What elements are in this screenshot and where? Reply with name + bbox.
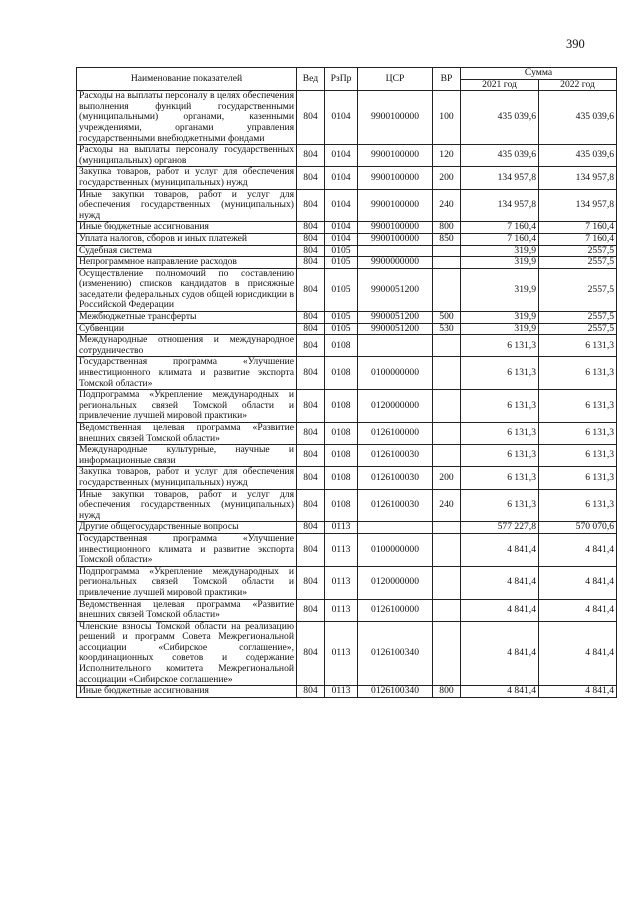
- row-csr: 0120000000: [358, 566, 433, 599]
- table-body: [77, 91, 617, 698]
- row-name: Закупка товаров, работ и услуг для обеспечения государственных (муниципальных) нужд: [77, 167, 297, 189]
- row-2022: 435 039,6: [539, 91, 617, 145]
- row-vr: 240: [433, 189, 461, 222]
- table-row: [77, 167, 617, 189]
- row-2021: 6 131,3: [461, 445, 539, 467]
- row-rzpr: 0105: [325, 323, 358, 335]
- row-csr: 0126100030: [358, 445, 433, 467]
- row-csr: 9900051200: [358, 323, 433, 335]
- row-name: Межбюджетные трансферты: [77, 312, 297, 324]
- page-number: 390: [566, 37, 585, 51]
- row-2021: 435 039,6: [461, 145, 539, 167]
- row-2021: 319,9: [461, 245, 539, 257]
- row-2022: 6 131,3: [539, 467, 617, 489]
- table-row: [77, 257, 617, 269]
- row-2022: 4 841,4: [539, 533, 617, 566]
- row-name: Иные закупки товаров, работ и услуг для обеспечения государственных (муниципальных) нужд: [77, 489, 297, 522]
- row-rzpr: 0113: [325, 522, 358, 534]
- row-vr: [433, 245, 461, 257]
- table-row: [77, 522, 617, 534]
- row-vr: 100: [433, 91, 461, 145]
- table-row: [77, 489, 617, 522]
- row-2022: 4 841,4: [539, 621, 617, 686]
- row-2022: 570 070,6: [539, 522, 617, 534]
- row-2022: 435 039,6: [539, 145, 617, 167]
- row-csr: 9900100000: [358, 233, 433, 245]
- row-rzpr: 0104: [325, 189, 358, 222]
- row-2021: 6 131,3: [461, 335, 539, 357]
- row-2021: 7 160,4: [461, 233, 539, 245]
- row-csr: [358, 245, 433, 257]
- row-rzpr: 0108: [325, 423, 358, 445]
- row-csr: 9900100000: [358, 167, 433, 189]
- row-ved: 804: [297, 599, 325, 621]
- row-csr: 0100000000: [358, 357, 433, 390]
- row-name: Субвенции: [77, 323, 297, 335]
- table-row: [77, 233, 617, 245]
- table-row: [77, 189, 617, 222]
- row-2021: 6 131,3: [461, 357, 539, 390]
- table-row: [77, 323, 617, 335]
- row-2022: 6 131,3: [539, 445, 617, 467]
- row-ved: 804: [297, 233, 325, 245]
- row-name: Расходы на выплаты персоналу государственных (муниципальных) органов: [77, 145, 297, 167]
- row-csr: 9900051200: [358, 268, 433, 311]
- row-2022: 2557,5: [539, 245, 617, 257]
- table-row: [77, 91, 617, 145]
- row-2021: 319,9: [461, 323, 539, 335]
- row-2022: 4 841,4: [539, 566, 617, 599]
- row-vr: [433, 357, 461, 390]
- row-vr: 800: [433, 686, 461, 698]
- row-csr: 9900100000: [358, 145, 433, 167]
- table-row: [77, 566, 617, 599]
- table-row: [77, 621, 617, 686]
- row-rzpr: 0108: [325, 445, 358, 467]
- row-rzpr: 0104: [325, 222, 358, 234]
- row-ved: 804: [297, 357, 325, 390]
- row-2021: 4 841,4: [461, 621, 539, 686]
- row-rzpr: 0113: [325, 533, 358, 566]
- row-csr: [358, 522, 433, 534]
- row-csr: 9900100000: [358, 91, 433, 145]
- row-2021: 134 957,8: [461, 189, 539, 222]
- table-row: [77, 357, 617, 390]
- row-ved: 804: [297, 91, 325, 145]
- table-row: [77, 145, 617, 167]
- row-ved: 804: [297, 445, 325, 467]
- row-ved: 804: [297, 268, 325, 311]
- table-row: [77, 423, 617, 445]
- row-rzpr: 0104: [325, 91, 358, 145]
- row-ved: 804: [297, 489, 325, 522]
- row-ved: 804: [297, 423, 325, 445]
- row-csr: 0126100030: [358, 467, 433, 489]
- row-rzpr: 0108: [325, 489, 358, 522]
- row-rzpr: 0113: [325, 686, 358, 698]
- row-vr: [433, 522, 461, 534]
- table-row: [77, 467, 617, 489]
- row-2021: 577 227,8: [461, 522, 539, 534]
- row-csr: 9900051200: [358, 312, 433, 324]
- row-csr: 0126100000: [358, 423, 433, 445]
- row-2022: 2557,5: [539, 323, 617, 335]
- row-ved: 804: [297, 522, 325, 534]
- row-vr: 530: [433, 323, 461, 335]
- row-vr: 200: [433, 167, 461, 189]
- row-csr: 0126100340: [358, 686, 433, 698]
- table-row: [77, 245, 617, 257]
- row-name: Подпрограмма «Укрепление международных и региональных связей Томской области и привлечение лучшей мировой практики»: [77, 566, 297, 599]
- header-rzpr: РзПр: [325, 68, 358, 91]
- row-vr: 120: [433, 145, 461, 167]
- row-ved: 804: [297, 245, 325, 257]
- table-row: [77, 599, 617, 621]
- table-row: [77, 335, 617, 357]
- row-ved: 804: [297, 222, 325, 234]
- row-vr: [433, 621, 461, 686]
- row-2021: 134 957,8: [461, 167, 539, 189]
- row-csr: 0126100000: [358, 599, 433, 621]
- row-name: Государственная программа «Улучшение инвестиционного климата и развитие экспорта Томской области»: [77, 357, 297, 390]
- row-ved: 804: [297, 335, 325, 357]
- row-2021: 319,9: [461, 268, 539, 311]
- header-sum: Сумма: [461, 68, 617, 80]
- row-2022: 6 131,3: [539, 335, 617, 357]
- row-name: Иные бюджетные ассигнования: [77, 222, 297, 234]
- table-row: [77, 533, 617, 566]
- row-rzpr: 0108: [325, 467, 358, 489]
- header-name: Наименование показателей: [77, 68, 297, 91]
- row-2022: 2557,5: [539, 257, 617, 269]
- table-row: [77, 222, 617, 234]
- header-csr: ЦСР: [358, 68, 433, 91]
- row-rzpr: 0113: [325, 566, 358, 599]
- row-2022: 7 160,4: [539, 233, 617, 245]
- row-name: Иные бюджетные ассигнования: [77, 686, 297, 698]
- row-rzpr: 0108: [325, 390, 358, 423]
- row-vr: [433, 335, 461, 357]
- row-2021: 6 131,3: [461, 489, 539, 522]
- row-vr: [433, 257, 461, 269]
- row-2022: 6 131,3: [539, 357, 617, 390]
- row-name: Членские взносы Томской области на реализацию решений и программ Совета Межрегиональной ассоциации «Сибирское соглашение», координационных советов и содержание Исполнительного комитета Межрегиональной ассоциации «Сибирское соглашение»: [77, 621, 297, 686]
- row-ved: 804: [297, 189, 325, 222]
- row-vr: 800: [433, 222, 461, 234]
- table-row: [77, 390, 617, 423]
- header-2021: 2021 год: [461, 79, 539, 91]
- row-name: Ведомственная целевая программа «Развитие внешних связей Томской области»: [77, 423, 297, 445]
- row-vr: [433, 423, 461, 445]
- row-name: Международные культурные, научные и информационные связи: [77, 445, 297, 467]
- table-row: [77, 445, 617, 467]
- header-ved: Вед: [297, 68, 325, 91]
- row-2022: 134 957,8: [539, 167, 617, 189]
- row-rzpr: 0104: [325, 233, 358, 245]
- row-name: Судебная система: [77, 245, 297, 257]
- row-name: Государственная программа «Улучшение инвестиционного климата и развитие экспорта Томской области»: [77, 533, 297, 566]
- budget-table: [76, 67, 617, 698]
- row-vr: [433, 445, 461, 467]
- row-csr: 9900100000: [358, 222, 433, 234]
- header-vr: ВР: [433, 68, 461, 91]
- row-ved: 804: [297, 566, 325, 599]
- row-2022: 2557,5: [539, 268, 617, 311]
- row-ved: 804: [297, 686, 325, 698]
- row-csr: 0100000000: [358, 533, 433, 566]
- header-2022: 2022 год: [539, 79, 617, 91]
- row-csr: 9900000000: [358, 257, 433, 269]
- row-rzpr: 0104: [325, 145, 358, 167]
- row-vr: [433, 599, 461, 621]
- row-ved: 804: [297, 167, 325, 189]
- row-name: Расходы на выплаты персоналу в целях обеспечения выполнения функций государственными (муниципальными) органами, казенными учреждениями, органами управления государственными внебюджетными фондами: [77, 91, 297, 145]
- row-csr: 0126100340: [358, 621, 433, 686]
- row-2022: 4 841,4: [539, 599, 617, 621]
- row-rzpr: 0105: [325, 257, 358, 269]
- row-rzpr: 0108: [325, 357, 358, 390]
- row-name: Другие общегосударственные вопросы: [77, 522, 297, 534]
- row-name: Непрограммное направление расходов: [77, 257, 297, 269]
- row-2022: 2557,5: [539, 312, 617, 324]
- row-rzpr: 0105: [325, 245, 358, 257]
- row-rzpr: 0108: [325, 335, 358, 357]
- row-ved: 804: [297, 533, 325, 566]
- row-csr: 9900100000: [358, 189, 433, 222]
- row-2021: 4 841,4: [461, 686, 539, 698]
- row-name: Ведомственная целевая программа «Развитие внешних связей Томской области»: [77, 599, 297, 621]
- row-vr: [433, 566, 461, 599]
- row-2021: 4 841,4: [461, 533, 539, 566]
- row-2021: 6 131,3: [461, 390, 539, 423]
- row-2022: 6 131,3: [539, 390, 617, 423]
- row-vr: 850: [433, 233, 461, 245]
- row-2021: 6 131,3: [461, 467, 539, 489]
- row-ved: 804: [297, 145, 325, 167]
- row-2022: 6 131,3: [539, 423, 617, 445]
- row-rzpr: 0104: [325, 167, 358, 189]
- table-row: [77, 268, 617, 311]
- row-name: Иные закупки товаров, работ и услуг для обеспечения государственных (муниципальных) нужд: [77, 189, 297, 222]
- row-name: Уплата налогов, сборов и иных платежей: [77, 233, 297, 245]
- row-rzpr: 0113: [325, 599, 358, 621]
- row-ved: 804: [297, 257, 325, 269]
- row-csr: [358, 335, 433, 357]
- row-ved: 804: [297, 390, 325, 423]
- row-2022: 7 160,4: [539, 222, 617, 234]
- row-2021: 4 841,4: [461, 566, 539, 599]
- row-rzpr: 0105: [325, 268, 358, 311]
- row-vr: 240: [433, 489, 461, 522]
- row-2021: 319,9: [461, 312, 539, 324]
- row-rzpr: 0113: [325, 621, 358, 686]
- row-name: Осуществление полномочий по составлению (изменению) списков кандидатов в присяжные заседатели федеральных судов общей юрисдикции в Российской Федерации: [77, 268, 297, 311]
- row-name: Подпрограмма «Укрепление международных и региональных связей Томской области и привлечение лучшей мировой практики»: [77, 390, 297, 423]
- row-csr: 0120000000: [358, 390, 433, 423]
- row-2021: 435 039,6: [461, 91, 539, 145]
- table-row: [77, 312, 617, 324]
- row-2022: 6 131,3: [539, 489, 617, 522]
- row-vr: 500: [433, 312, 461, 324]
- row-2021: 7 160,4: [461, 222, 539, 234]
- row-2021: 4 841,4: [461, 599, 539, 621]
- row-2021: 319,9: [461, 257, 539, 269]
- row-vr: [433, 533, 461, 566]
- row-ved: 804: [297, 621, 325, 686]
- row-ved: 804: [297, 312, 325, 324]
- row-2022: 134 957,8: [539, 189, 617, 222]
- row-ved: 804: [297, 323, 325, 335]
- row-2021: 6 131,3: [461, 423, 539, 445]
- row-rzpr: 0105: [325, 312, 358, 324]
- row-2022: 4 841,4: [539, 686, 617, 698]
- row-name: Международные отношения и международное сотрудничество: [77, 335, 297, 357]
- table-row: [77, 686, 617, 698]
- row-csr: 0126100030: [358, 489, 433, 522]
- row-vr: [433, 268, 461, 311]
- row-ved: 804: [297, 467, 325, 489]
- row-vr: [433, 390, 461, 423]
- row-vr: 200: [433, 467, 461, 489]
- row-name: Закупка товаров, работ и услуг для обеспечения государственных (муниципальных) нужд: [77, 467, 297, 489]
